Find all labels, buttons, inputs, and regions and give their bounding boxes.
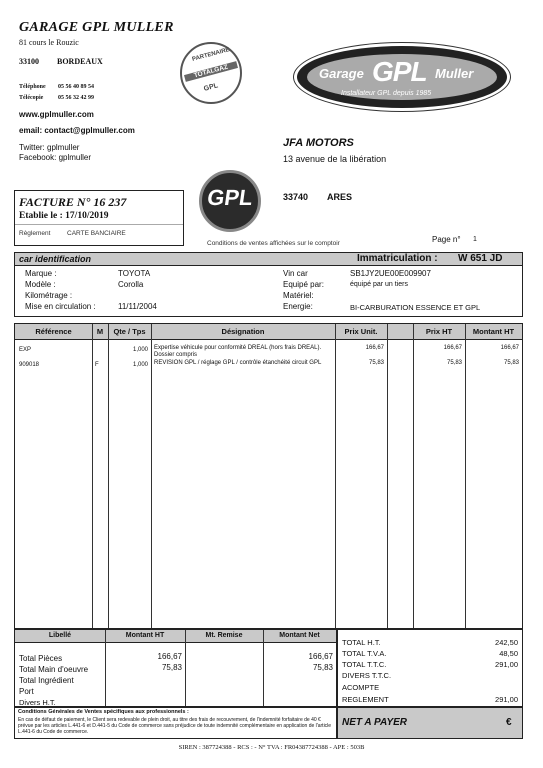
total-ht-label: TOTAL H.T. bbox=[342, 638, 381, 647]
total-tva-label: TOTAL T.V.A. bbox=[342, 649, 387, 658]
payment-label: Règlement bbox=[19, 230, 51, 237]
vin-label: Vin car bbox=[283, 269, 308, 278]
equipped-by-label: Equipé par: bbox=[283, 280, 324, 289]
client-postcode: 33740 bbox=[283, 192, 309, 202]
car-make-value: TOYOTA bbox=[118, 269, 151, 278]
col-header-reference: Référence bbox=[35, 327, 72, 336]
row-reference: EXP bbox=[19, 347, 32, 353]
invoice-lines-table bbox=[14, 323, 523, 629]
row-qty: 1,000 bbox=[132, 347, 148, 353]
summary-ht-parts: 166,67 bbox=[157, 652, 182, 661]
payment-total-label: REGLEMENT bbox=[342, 695, 389, 704]
brand-word-gpl: GPL bbox=[372, 56, 427, 87]
invoice-date: Etablie le : 17/10/2019 bbox=[19, 211, 109, 221]
col-header-m: M bbox=[96, 327, 104, 336]
partner-badge bbox=[180, 42, 242, 104]
car-model-value: Corolla bbox=[118, 280, 144, 289]
row-unit-price: 75,83 bbox=[368, 360, 384, 366]
garage-city: BORDEAUX bbox=[57, 57, 103, 66]
total-ttc-value: 291,00 bbox=[495, 660, 518, 669]
car-registration-date-value: 11/11/2004 bbox=[118, 302, 157, 311]
garage-postcode: 33100 bbox=[19, 57, 39, 66]
row-m: F bbox=[95, 362, 99, 368]
col-header-amount-ht: Montant HT bbox=[472, 327, 515, 336]
total-ht-value: 242,50 bbox=[495, 638, 518, 647]
summary-header-remise: Mt. Remise bbox=[205, 632, 243, 639]
partner-badge-top: PARTENAIRE bbox=[191, 47, 231, 63]
row-unit-price: 166,67 bbox=[365, 345, 384, 351]
footer-legal-ids: SIREN : 387724388 - RCS : - N° TVA : FR04387724388 - APE : 503B bbox=[178, 744, 365, 751]
row-description: REVISION GPL / réglage GPL / contrôle étanchéité circuit GPL bbox=[154, 360, 322, 366]
net-to-pay-box bbox=[337, 707, 523, 739]
legal-text: En cas de défaut de paiement, le Client sera redevable de plein droit, au titre des frais de recouvrement, de l'indemnité forfaitaire de 40 € prévue par les articles L.441-6 et D.441-5 du Code de commerce sans préjudice de toute indemnité complémentaire en application de l'article L.441-6 du Code de commerce. bbox=[18, 717, 332, 735]
email-link[interactable]: email: contact@gplmuller.com bbox=[19, 126, 135, 135]
summary-label-port: Port bbox=[19, 687, 34, 696]
sales-conditions-note: Conditions de ventes affichées sur le comptoir bbox=[207, 240, 340, 247]
summary-header-ht: Montant HT bbox=[125, 632, 165, 639]
summary-ht-labour: 75,83 bbox=[161, 663, 182, 672]
car-mileage-label: Kilométrage : bbox=[25, 291, 73, 300]
col-header-price-ht: Prix HT bbox=[425, 327, 453, 336]
energy-label: Energie: bbox=[283, 302, 313, 311]
row-price-ht: 166,67 bbox=[443, 345, 462, 351]
brand-logo bbox=[297, 46, 507, 108]
facebook-handle: Facebook: gplmuller bbox=[19, 153, 92, 162]
registration-label: Immatriculation : bbox=[357, 253, 438, 264]
car-model-label: Modèle : bbox=[25, 280, 56, 289]
summary-header-net: Montant Net bbox=[279, 632, 320, 639]
row-description: Expertise véhicule pour conformité DREAL (hors frais DREAL). Dossier compris bbox=[154, 345, 322, 358]
equipment-label: Matériel: bbox=[283, 291, 314, 300]
payment-total-value: 291,00 bbox=[495, 695, 518, 704]
currency-symbol: € bbox=[506, 717, 512, 728]
car-make-label: Marque : bbox=[25, 269, 57, 278]
row-qty: 1,000 bbox=[132, 362, 148, 368]
gpl-circle-logo bbox=[199, 170, 261, 232]
summary-label-ingredient: Total Ingrédient bbox=[19, 676, 74, 685]
vin-value: SB1JY2UE00E009907 bbox=[350, 269, 431, 278]
registration-value: W 651 JD bbox=[458, 253, 503, 264]
brand-tagline: Installateur GPL depuis 1985 bbox=[341, 90, 432, 97]
gpl-circle-text: GPL bbox=[205, 185, 255, 210]
col-header-unit-price: Prix Unit. bbox=[344, 327, 378, 336]
car-section-title: car identification bbox=[19, 254, 92, 264]
deposit-label: ACOMPTE bbox=[342, 683, 380, 692]
fax-label: Télécopie bbox=[19, 95, 44, 101]
invoice-box bbox=[14, 190, 184, 246]
divers-ttc-label: DIVERS T.T.C. bbox=[342, 671, 392, 680]
summary-header-label: Libellé bbox=[48, 632, 72, 639]
phone-label: Téléphone bbox=[19, 84, 46, 90]
summary-label-divers: Divers H.T. bbox=[19, 698, 56, 707]
invoice-title: FACTURE N° 16 237 bbox=[19, 195, 127, 209]
phone-value: 05 56 40 89 54 bbox=[58, 84, 94, 90]
brand-word-muller: Muller bbox=[435, 66, 474, 81]
twitter-handle: Twitter: gplmuller bbox=[19, 143, 80, 152]
page-number: 1 bbox=[473, 236, 477, 243]
col-header-description: Désignation bbox=[221, 327, 265, 336]
row-price-ht: 75,83 bbox=[446, 360, 462, 366]
summary-net-parts: 166,67 bbox=[308, 652, 333, 661]
legal-conditions-box bbox=[14, 707, 337, 739]
summary-net-labour: 75,83 bbox=[312, 663, 333, 672]
page-label: Page n° bbox=[432, 235, 461, 244]
equipped-by-value: équipé par un tiers bbox=[350, 281, 408, 288]
row-amount-ht: 166,67 bbox=[500, 345, 519, 351]
client-city: ARES bbox=[327, 192, 353, 202]
fax-value: 05 56 32 42 99 bbox=[58, 95, 94, 101]
brand-word-garage: Garage bbox=[319, 66, 364, 81]
website-link[interactable]: www.gplmuller.com bbox=[19, 110, 94, 119]
row-amount-ht: 75,83 bbox=[503, 360, 519, 366]
garage-name: GARAGE GPL MULLER bbox=[19, 20, 174, 35]
garage-street: 81 cours le Rouzic bbox=[19, 38, 79, 47]
summary-label-parts: Total Pièces bbox=[19, 654, 63, 663]
row-reference: 909018 bbox=[19, 362, 40, 368]
totals-box bbox=[337, 629, 523, 707]
summary-table bbox=[14, 629, 337, 707]
total-ttc-label: TOTAL T.T.C. bbox=[342, 660, 387, 669]
car-registration-date-label: Mise en circulation : bbox=[25, 302, 96, 311]
client-name: JFA MOTORS bbox=[283, 137, 354, 149]
car-identification-box bbox=[14, 252, 523, 317]
partner-badge-middle: TOTALGAZ bbox=[184, 61, 238, 82]
legal-title: Conditions Générales de Ventes spécifiques aux professionnels : bbox=[18, 709, 189, 715]
net-to-pay-label: NET A PAYER bbox=[342, 717, 408, 728]
total-tva-value: 48,50 bbox=[499, 649, 518, 658]
energy-value: BI-CARBURATION ESSENCE ET GPL bbox=[350, 303, 481, 312]
col-header-qty: Qte / Tps bbox=[113, 327, 146, 336]
client-street: 13 avenue de la libération bbox=[283, 154, 387, 164]
partner-badge-bottom: GPL bbox=[203, 82, 219, 93]
summary-label-labour: Total Main d'oeuvre bbox=[19, 665, 89, 674]
payment-value: CARTE BANCIAIRE bbox=[67, 230, 126, 237]
